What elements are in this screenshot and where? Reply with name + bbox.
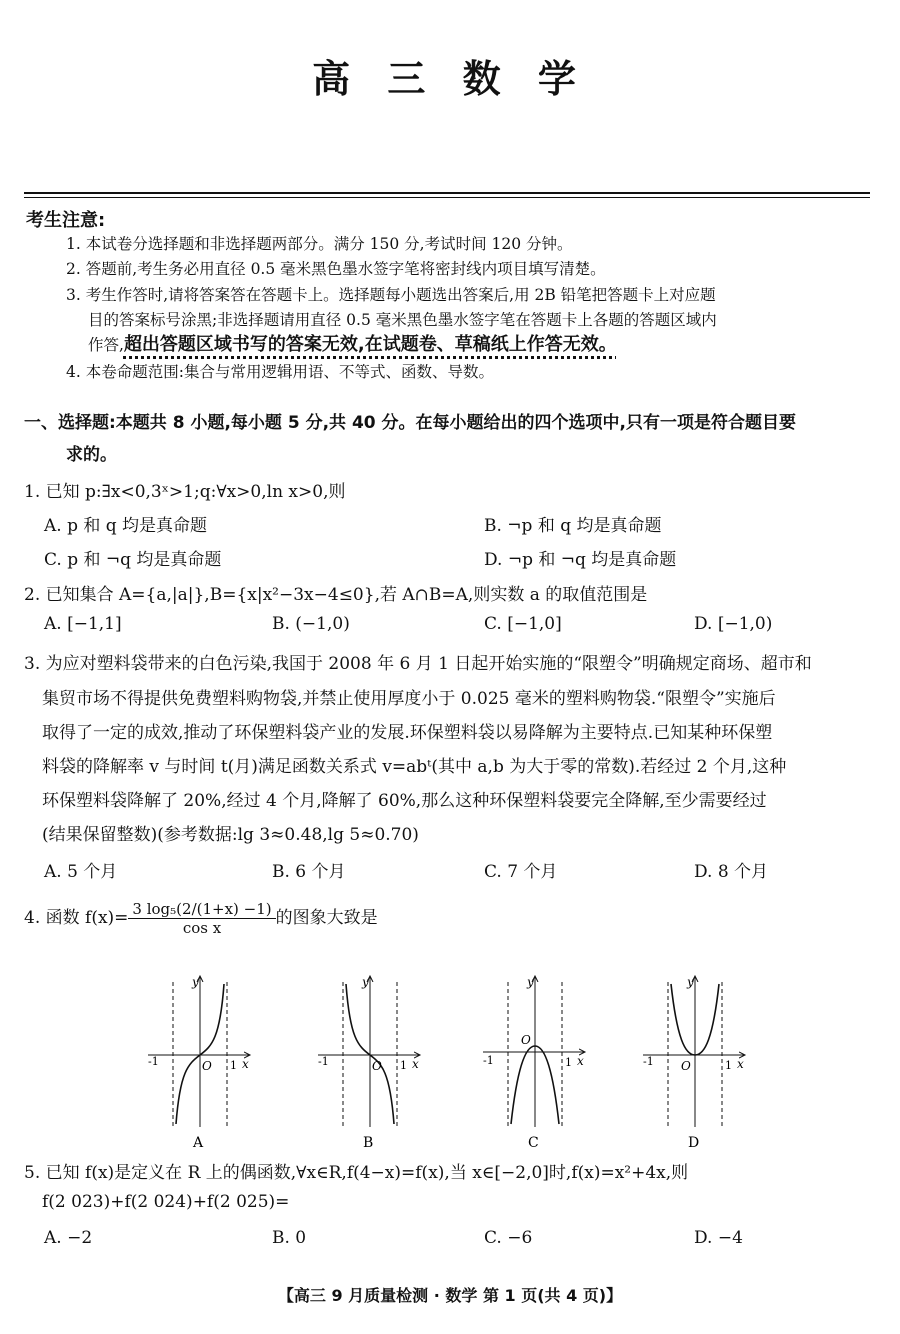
notice-item-1: 1. 本试卷分选择题和非选择题两部分。满分 150 分,考试时间 120 分钟。 (66, 235, 573, 253)
q4-prefix: 4. 函数 f(x)= (24, 908, 129, 928)
graph-d-y-label: y (687, 975, 694, 989)
q3-line-5: 环保塑料袋降解了 20%,经过 4 个月,降解了 60%,那么这种环保塑料袋要完全降解,至少需要经过 (42, 791, 767, 811)
q4-fraction (128, 900, 275, 937)
graph-b-y-label: y (362, 975, 369, 989)
graph-c-label: C (528, 1135, 539, 1150)
graph-d-pos1: 1 (725, 1059, 732, 1072)
section-heading-cont: 求的。 (66, 445, 117, 465)
graph-c-x-label: x (577, 1054, 584, 1068)
graph-a-y-label: y (192, 975, 199, 989)
header-rule-thick (24, 192, 870, 194)
q1-option-b: B. ¬p 和 q 均是真命题 (484, 516, 662, 536)
graph-a (148, 975, 250, 1150)
q3-line-6: (结果保留整数)(参考数据:lg 3≈0.48,lg 5≈0.70) (42, 825, 419, 845)
q4-denominator: cos x (182, 919, 222, 937)
q3-line-4: 料袋的降解率 v 与时间 t(月)满足函数关系式 v=abᵗ(其中 a,b 为大于零的常数).若经过 2 个月,这种 (42, 757, 787, 777)
q5-line-1: 5. 已知 f(x)是定义在 R 上的偶函数,∀x∈R,f(4−x)=f(x),当 x∈[−2,0]时,f(x)=x²+4x,则 (24, 1163, 689, 1183)
q2-option-d: D. [−1,0) (694, 614, 773, 634)
q3-line-3: 取得了一定的成效,推动了环保塑料袋产业的发展.环保塑料袋以易降解为主要特点.已知某种环保塑 (42, 723, 773, 743)
header-rule-thin (24, 197, 870, 198)
q3-option-a: A. 5 个月 (44, 862, 118, 882)
notice-item-2: 2. 答题前,考生务必用直径 0.5 毫米黑色墨水签字笔将密封线内项目填写清楚。 (66, 260, 606, 278)
notice-item-3-tail: 作答, (88, 336, 124, 354)
graph-c (483, 975, 585, 1150)
graph-c-y-label: y (527, 975, 534, 989)
q3-option-b: B. 6 个月 (272, 862, 346, 882)
q2-option-c: C. [−1,0] (484, 614, 562, 634)
graph-d (643, 975, 745, 1150)
graph-c-origin: O (521, 1033, 531, 1047)
q5-option-d: D. −4 (694, 1228, 743, 1248)
graph-b (318, 975, 420, 1150)
q4-graphs (130, 972, 770, 1150)
graph-a-label: A (193, 1135, 204, 1150)
page-footer: 【高三 9 月质量检测 · 数学 第 1 页(共 4 页)】 (277, 1286, 623, 1305)
graph-a-pos1: 1 (230, 1059, 237, 1072)
notice-item-3-cont: 目的答案标号涂黑;非选择题请用直径 0.5 毫米黑色墨水签字笔在答题卡上各题的答题区域内 (88, 311, 717, 329)
graph-d-neg1: -1 (643, 1055, 654, 1068)
graph-a-neg1: -1 (148, 1055, 159, 1068)
q3-line-2: 集贸市场不得提供免费塑料购物袋,并禁止使用厚度小于 0.025 毫米的塑料购物袋.“限塑令”实施后 (42, 689, 776, 709)
notice-item-4: 4. 本卷命题范围:集合与常用逻辑用语、不等式、函数、导数。 (66, 363, 494, 381)
q1-option-d: D. ¬p 和 ¬q 均是真命题 (484, 550, 677, 570)
graph-a-x-label: x (242, 1057, 249, 1071)
graph-c-pos1: 1 (565, 1056, 572, 1069)
notice-heading: 考生注意: (26, 210, 106, 231)
q2-option-b: B. (−1,0) (272, 614, 350, 634)
notice-item-3: 3. 考生作答时,请将答案答在答题卡上。选择题每小题选出答案后,用 2B 铅笔把答题卡上对应题 (66, 286, 716, 304)
graph-d-origin: O (681, 1059, 691, 1073)
q2-option-a: A. [−1,1] (44, 614, 122, 634)
notice-item-3-end (88, 332, 617, 358)
graph-d-x-label: x (737, 1057, 744, 1071)
q1-option-a: A. p 和 q 均是真命题 (44, 516, 208, 536)
q1-stem: 1. 已知 p:∃x<0,3ˣ>1;q:∀x>0,ln x>0,则 (24, 482, 346, 502)
graph-b-neg1: -1 (318, 1055, 329, 1068)
page-title: 高 三 数 学 (312, 56, 588, 101)
q5-option-b: B. 0 (272, 1228, 307, 1248)
graph-b-label: B (363, 1135, 374, 1150)
graph-d-label: D (688, 1135, 700, 1150)
graph-a-origin: O (202, 1059, 212, 1073)
q5-option-a: A. −2 (44, 1228, 93, 1248)
q2-stem: 2. 已知集合 A={a,|a|},B={x|x²−3x−4≤0},若 A∩B=A,则实数 a 的取值范围是 (24, 585, 648, 605)
q4-suffix: 的图象大致是 (275, 908, 378, 928)
q4-numerator: 3 log₅(2/(1+x) −1) (128, 900, 275, 919)
graph-c-neg1: -1 (483, 1054, 494, 1067)
q4-stem (24, 900, 378, 937)
q3-option-c: C. 7 个月 (484, 862, 558, 882)
graph-b-origin: O (372, 1059, 382, 1073)
q3-line-1: 3. 为应对塑料袋带来的白色污染,我国于 2008 年 6 月 1 日起开始实施的“限塑令”明确规定商场、超市和 (24, 654, 812, 674)
q1-option-c: C. p 和 ¬q 均是真命题 (44, 550, 222, 570)
graph-b-x-label: x (412, 1057, 419, 1071)
q5-line-2: f(2 023)+f(2 024)+f(2 025)= (42, 1192, 290, 1212)
q5-option-c: C. −6 (484, 1228, 533, 1248)
graph-b-pos1: 1 (400, 1059, 407, 1072)
q3-option-d: D. 8 个月 (694, 862, 769, 882)
section-heading: 一、选择题:本题共 8 小题,每小题 5 分,共 40 分。在每小题给出的四个选项中,只有一项是符合题目要 (24, 413, 796, 433)
notice-warning: 超出答题区域书写的答案无效,在试题卷、草稿纸上作答无效。 (123, 334, 617, 355)
